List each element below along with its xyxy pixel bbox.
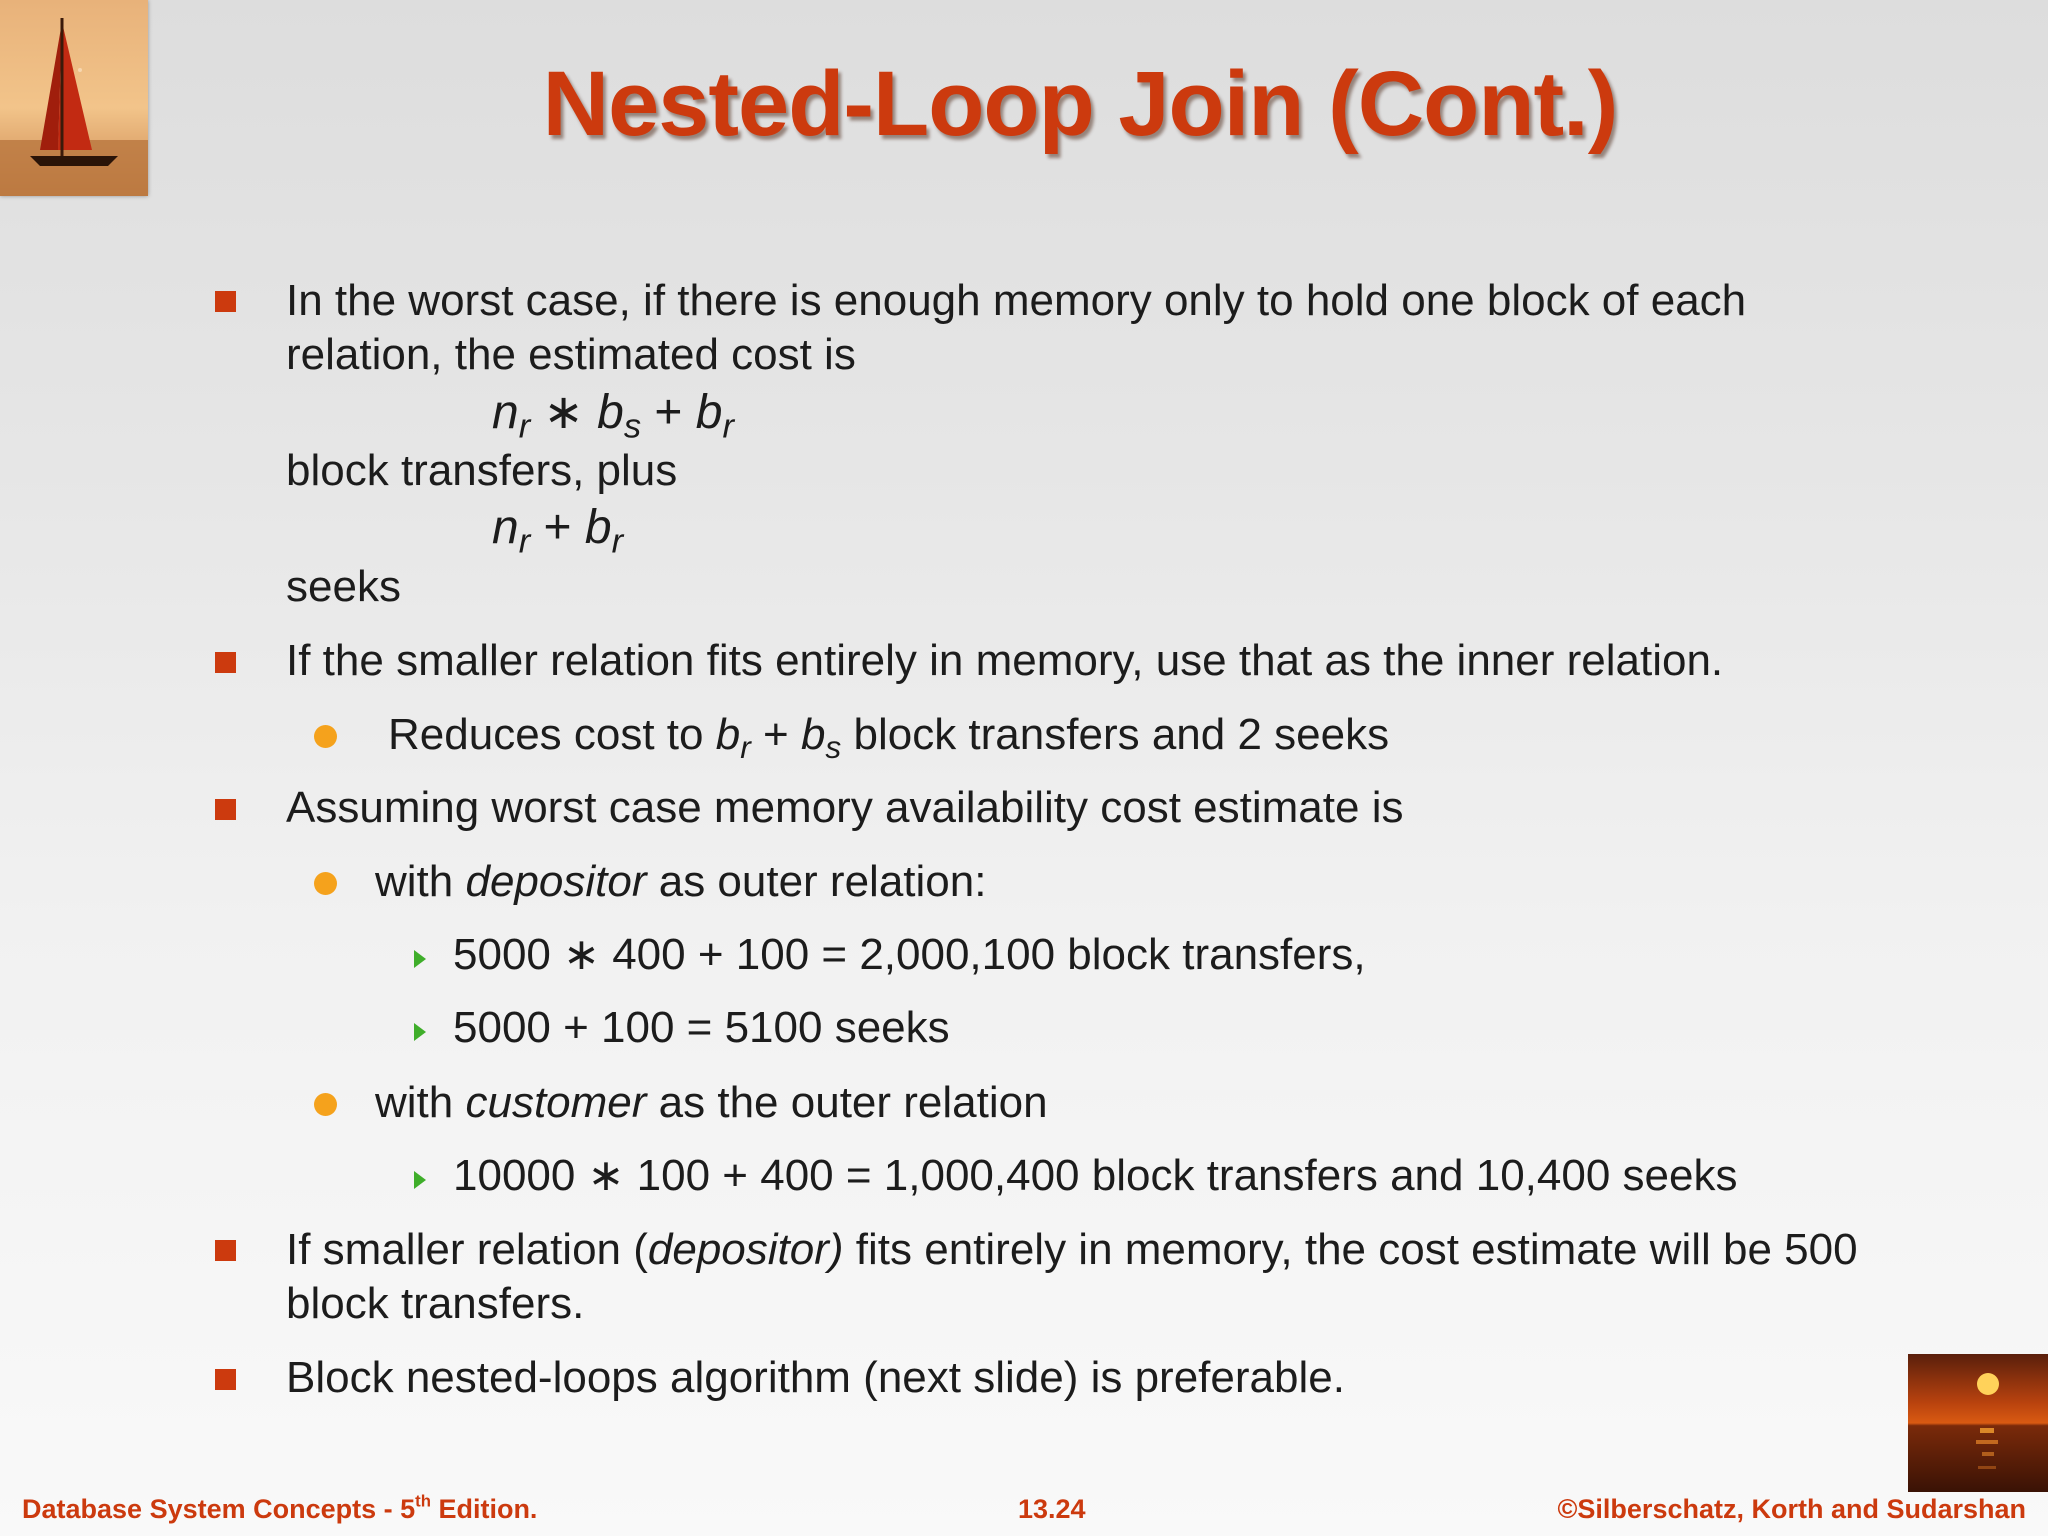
dot-bullet-icon — [314, 872, 337, 895]
bullet-1-line-2: relation, the estimated cost is — [286, 330, 856, 379]
bullet-1-line-1: In the worst case, if there is enough memory only to hold one block of each — [286, 276, 1747, 325]
bullet-3-sub-1: with depositor as outer relation: — [375, 857, 987, 906]
bullet-3-sub-2: with customer as the outer relation — [375, 1078, 1048, 1127]
slide-title: Nested-Loop Join (Cont.) — [542, 53, 1618, 155]
bullet-4-line-2: block transfers. — [286, 1279, 585, 1328]
bullet-2: If the smaller relation fits entirely in memory, use that as the inner relation. — [286, 636, 1724, 685]
arrow-bullet-icon — [414, 1023, 426, 1041]
bullet-3-sub-2-item-1: 10000 ∗ 100 + 400 = 1,000,400 block transfers and 10,400 seeks — [453, 1151, 1738, 1200]
footer-copyright: ©Silberschatz, Korth and Sudarshan — [1557, 1494, 2026, 1524]
footer-book-title: Database System Concepts - 5th Edition. — [22, 1491, 538, 1524]
footer-slide-number: 13.24 — [1018, 1494, 1086, 1524]
square-bullet-icon — [215, 291, 236, 312]
bullet-3: Assuming worst case memory availability cost estimate is — [286, 783, 1404, 832]
arrow-bullet-icon — [414, 1171, 426, 1189]
formula-transfers: $n_r$ ∗ $b_s + b_r$ — [492, 386, 735, 446]
bullet-5: Block nested-loops algorithm (next slide) is preferable. — [286, 1353, 1345, 1402]
sunset-logo-icon — [1908, 1354, 2048, 1492]
bullet-3-sub-1-item-1: 5000 ∗ 400 + 100 = 2,000,100 block transfers, — [453, 930, 1366, 979]
arrow-bullet-icon — [414, 950, 426, 968]
square-bullet-icon — [215, 799, 236, 820]
sailboat-logo-icon — [0, 0, 148, 196]
bullet-1-line-3: block transfers, plus — [286, 446, 678, 495]
bullet-1-line-4: seeks — [286, 562, 401, 611]
dot-bullet-icon — [314, 1093, 337, 1116]
formula-seeks: $n_r + b_r$ — [492, 501, 624, 561]
bullet-3-sub-1-item-2: 5000 + 100 = 5100 seeks — [453, 1003, 950, 1052]
bullet-2-sub-1: Reduces cost to $b_r + b_s$ block transfers and 2 seeks — [388, 710, 1390, 765]
bullet-4-line-1: If smaller relation (depositor) fits entirely in memory, the cost estimate will be 500 — [286, 1225, 1858, 1274]
square-bullet-icon — [215, 652, 236, 673]
square-bullet-icon — [215, 1240, 236, 1261]
dot-bullet-icon — [314, 725, 337, 748]
square-bullet-icon — [215, 1369, 236, 1390]
